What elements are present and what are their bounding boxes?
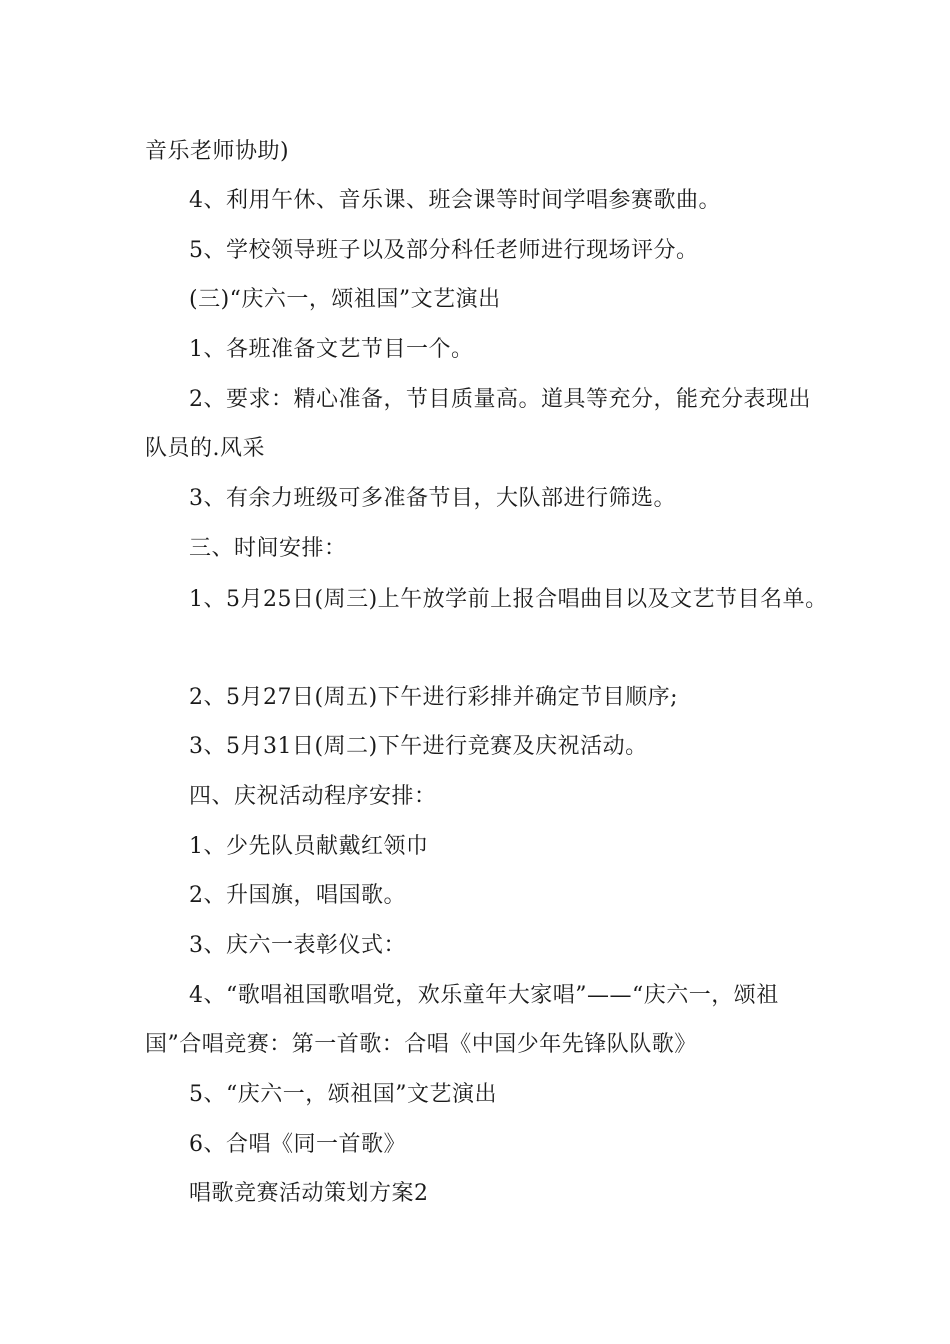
text-line: 音乐老师协助) <box>145 139 290 164</box>
text-line: 6、合唱《同一首歌》 <box>189 1132 406 1157</box>
section-heading: 三、时间安排： <box>189 536 347 561</box>
text-line: 1、各班准备文艺节目一个。 <box>189 337 474 362</box>
text-line: 2、5月27日(周五)下午进行彩排并确定节目顺序; <box>189 685 679 710</box>
text-line: 5、学校领导班子以及部分科任老师进行现场评分。 <box>189 238 699 263</box>
text-line: 2、要求：精心准备，节目质量高。道具等充分，能充分表现出 <box>189 387 811 412</box>
text-line: 国”合唱竞赛：第一首歌：合唱《中国少年先锋队队歌》 <box>145 1032 697 1057</box>
text-line: 3、5月31日(周二)下午进行竞赛及庆祝活动。 <box>189 734 648 759</box>
document-subtitle: 唱歌竞赛活动策划方案2 <box>189 1181 429 1206</box>
text-line: 队员的.风采 <box>145 436 265 461</box>
section-heading: 四、庆祝活动程序安排： <box>189 784 437 809</box>
text-line: 4、利用午休、音乐课、班会课等时间学唱参赛歌曲。 <box>189 188 721 213</box>
text-line: 4、“歌唱祖国歌唱党，欢乐童年大家唱”——“庆六一，颂祖 <box>189 983 779 1008</box>
text-line: 1、少先队员献戴红领巾 <box>189 834 429 859</box>
text-line: 3、庆六一表彰仪式： <box>189 933 406 958</box>
text-line: 5、“庆六一，颂祖国”文艺演出 <box>189 1082 497 1107</box>
text-line: 3、有余力班级可多准备节目，大队部进行筛选。 <box>189 486 676 511</box>
text-line: 2、升国旗，唱国歌。 <box>189 883 406 908</box>
section-heading: (三)“庆六一，颂祖国”文艺演出 <box>189 287 501 312</box>
text-line: 1、5月25日(周三)上午放学前上报合唱曲目以及文艺节目名单。 <box>189 587 828 612</box>
